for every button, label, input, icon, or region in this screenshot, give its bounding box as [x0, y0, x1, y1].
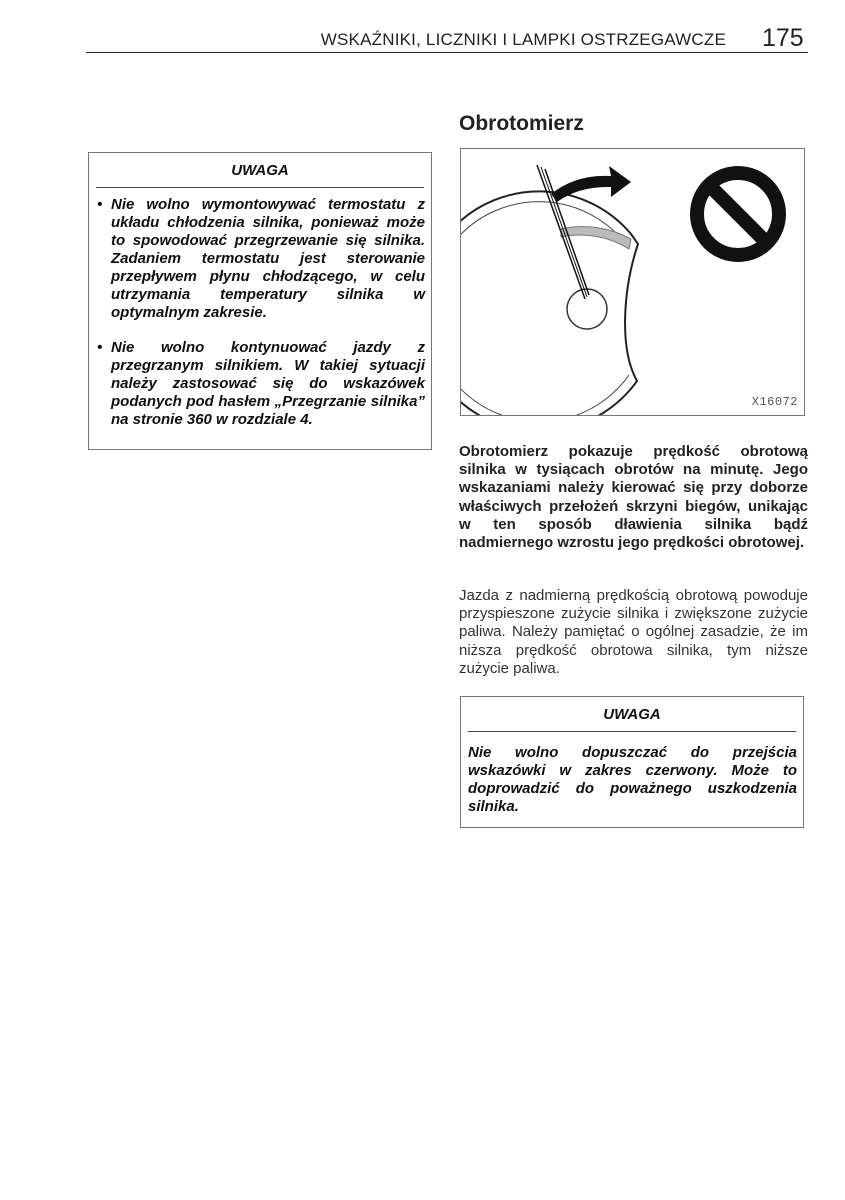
- figure-code: X16072: [751, 395, 798, 409]
- arrow-icon: [551, 166, 631, 202]
- warning-item: [96, 339, 425, 429]
- warning-box-red-zone: [460, 696, 804, 828]
- rpm-wear-note: Jazda z nadmierną prędkością obrotową powoduje przyspieszone zużycie silnika i zwiększone zużycie paliwa. Należy pamiętać o ogólnej zasadzie, że im niższa prędkość obrotowa silnika, tym niższe zużycie paliwa.: [459, 587, 808, 677]
- warning-item: [96, 196, 425, 322]
- tachometer-description: Obrotomierz pokazuje prędkość obrotową silnika w tysiącach obrotów na minutę. Jego wskazaniami należy kierować się przy doborze właściwych przełożeń skrzyni biegów, unikając w ten sposób dławienia silnika bądź nadmiernego wzrostu jego prędkości obrotowej.: [459, 443, 808, 552]
- prohibition-icon: [697, 173, 779, 255]
- gauge-hub: [567, 289, 607, 329]
- warning-box-thermostat: [88, 152, 432, 450]
- tachometer-illustration: [461, 149, 804, 415]
- warning-title: UWAGA: [468, 706, 796, 732]
- warning-text: Nie wolno dopuszczać do przejścia wskazówki w zakres czerwony. Może to doprowadzić do poważnego uszkodzenia silnika.: [468, 744, 797, 815]
- warning-item-text: Nie wolno kontynuować jazdy z przegrzanym silnikiem. W takiej sytuacji należy zastosować się do wskazówek podanych pod hasłem „Przegrzanie silnika” na stronie 360 w rozdziale 4.: [111, 339, 425, 428]
- warning-list: [96, 196, 425, 429]
- gauge-dial-shape: [461, 191, 638, 415]
- running-header: WSKAŹNIKI, LICZNIKI I LAMPKI OSTRZEGAWCZE: [320, 30, 726, 49]
- warning-title: UWAGA: [96, 162, 424, 188]
- section-heading: Obrotomierz: [459, 112, 584, 135]
- warning-item-text: Nie wolno wymontowywać termostatu z układu chłodzenia silnika, ponieważ może to spowodować przegrzewanie się silnika. Zadaniem termostatu jest sterowanie przepływem płynu chłodzącego, w celu utrzymania temperatury silnika w optymalnym zakresie.: [111, 196, 425, 321]
- header-rule: [86, 52, 808, 53]
- bullet-icon: •: [97, 196, 103, 213]
- page-number: 175: [762, 24, 804, 52]
- tachometer-figure: [460, 148, 805, 416]
- bullet-icon: •: [97, 339, 103, 356]
